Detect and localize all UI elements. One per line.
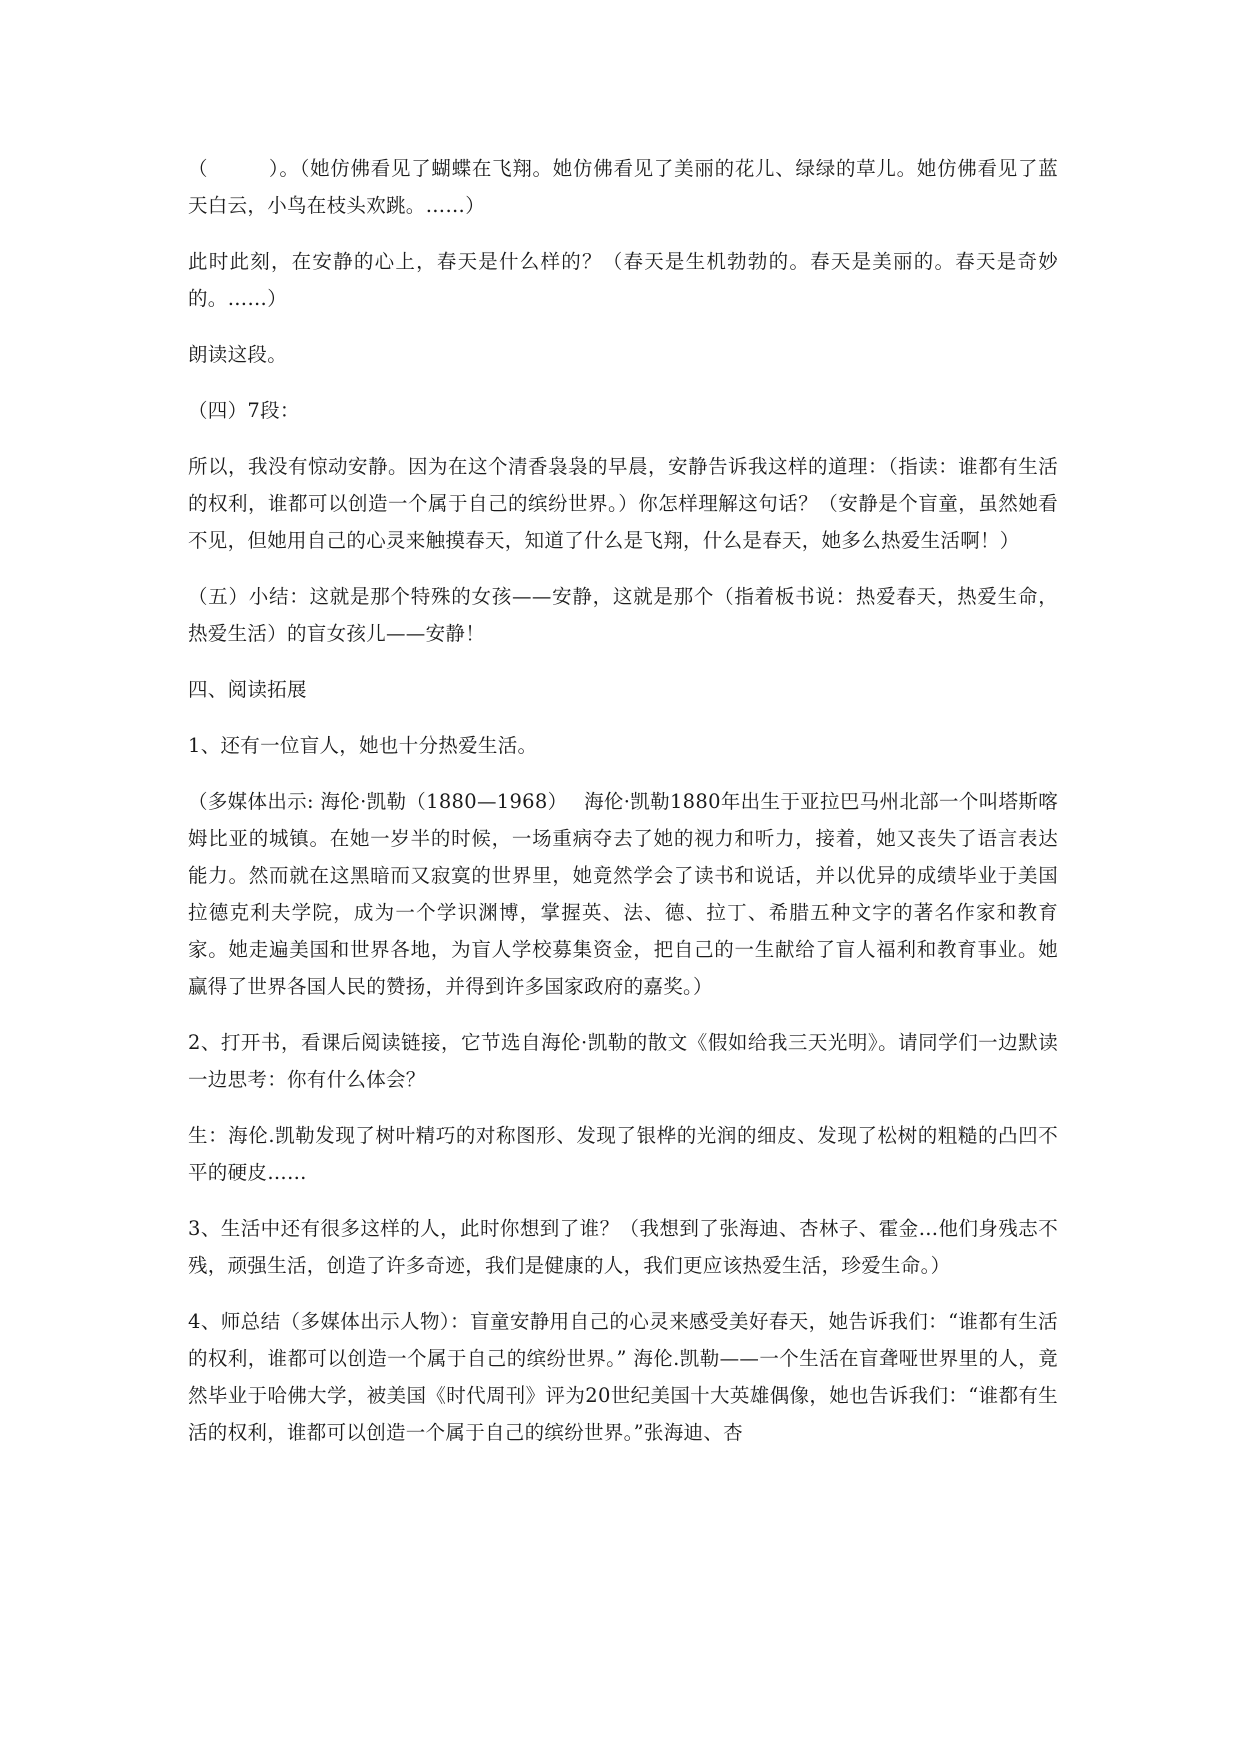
paragraph-answer-imagine: （ ）。（她仿佛看见了蝴蝶在飞翔。她仿佛看见了美丽的花儿、绿绿的草儿。她仿佛看见了蓝天白云，小鸟在枝头欢跳。……） (188, 157, 1058, 217)
list-item-2: 2、打开书，看课后阅读链接，它节选自海伦·凯勒的散文《假如给我三天光明》。请同学们一边默读一边思考：你有什么体会？ (188, 1031, 1058, 1091)
document-page (188, 150, 1058, 1470)
paragraph-student-answer: 生：海伦.凯勒发现了树叶精巧的对称图形、发现了银桦的光润的细皮、发现了松树的粗糙的凸凹不平的硬皮…… (188, 1124, 1058, 1184)
paragraph-helen-keller-bio: （多媒体出示: 海伦·凯勒（1880—1968） 海伦·凯勒1880年出生于亚拉巴马州北部一个叫塔斯喀姆比亚的城镇。在她一岁半的时候，一场重病夺去了她的视力和听力，接着，她又丧失了语言表达能力。然而就在这黑暗而又寂寞的世界里，她竟然学会了读书和说话，并以优异的成绩毕业于美国拉德克利夫学院，成为一个学识渊博，掌握英、法、德、拉丁、希腊五种文字的著名作家和教育家。她走遍美国和世界各地，为盲人学校募集资金，把自己的一生献给了盲人福利和教育事业。她赢得了世界各国人民的赞扬，并得到许多国家政府的嘉奖。） (188, 790, 1058, 998)
list-item-4: 4、师总结（多媒体出示人物）：盲童安静用自己的心灵来感受美好春天，她告诉我们：“谁都有生活的权利，谁都可以创造一个属于自己的缤纷世界。” 海伦.凯勒——一个生活在盲聋哑世界里的人，竟然毕业于哈佛大学，被美国《时代周刊》评为20世纪美国十大英雄偶像，她也告诉我们：“谁都有生活的权利，谁都可以创造一个属于自己的缤纷世界。”张海迪、杏 (188, 1310, 1058, 1444)
list-item-1: 1、还有一位盲人，她也十分热爱生活。 (188, 734, 538, 757)
section-heading-four: （四）7段： (188, 399, 300, 422)
list-item-3: 3、生活中还有很多这样的人，此时你想到了谁？（我想到了张海迪、杏林子、霍金…他们身残志不残，顽强生活，创造了许多奇迹，我们是健康的人，我们更应该热爱生活，珍爱生命。） (188, 1217, 1058, 1277)
section-heading-reading-extension: 四、阅读拓展 (188, 678, 307, 701)
paragraph-summary: （五）小结：这就是那个特殊的女孩——安静，这就是那个（指着板书说：热爱春天，热爱生命，热爱生活）的盲女孩儿——安静！ (188, 585, 1058, 645)
paragraph-section-seven: 所以，我没有惊动安静。因为在这个清香袅袅的早晨，安静告诉我这样的道理：（指读：谁都有生活的权利，谁都可以创造一个属于自己的缤纷世界。）你怎样理解这句话？（安静是个盲童，虽然她看不见，但她用自己的心灵来触摸春天，知道了什么是飞翔，什么是春天，她多么热爱生活啊！） (188, 455, 1058, 552)
paragraph-read-aloud: 朗读这段。 (188, 343, 288, 366)
paragraph-spring-question: 此时此刻，在安静的心上，春天是什么样的？（春天是生机勃勃的。春天是美丽的。春天是奇妙的。……） (188, 250, 1058, 310)
